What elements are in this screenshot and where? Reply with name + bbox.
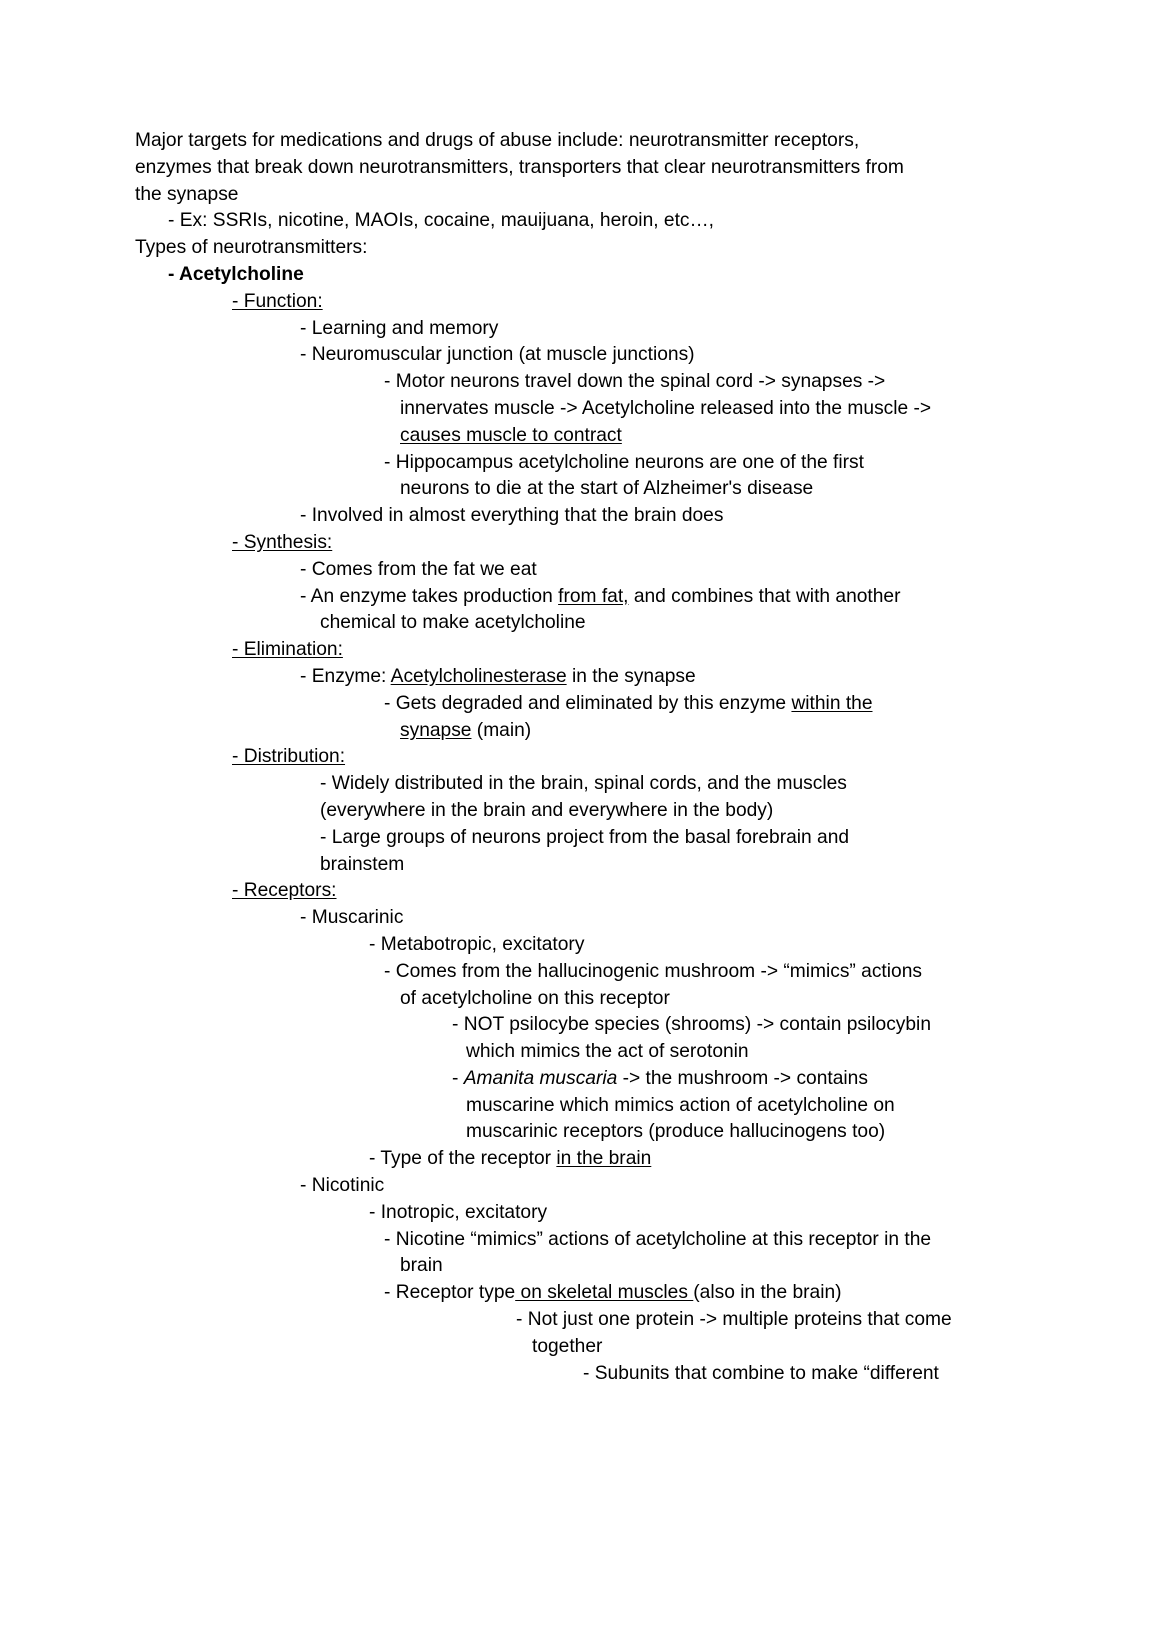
nic-type-part-b: (also in the brain) [693, 1282, 842, 1304]
function-header [232, 289, 1159, 316]
synthesis-header-label: - Synthesis: [232, 531, 333, 553]
intro-line-3: the synapse [135, 183, 239, 205]
list-item-nmj: - Neuromuscular junction (at muscle junctions) [300, 344, 695, 366]
elim-degraded-underlined: within the [791, 692, 873, 714]
document-body [0, 128, 1159, 1387]
enzyme-production-part-a: - An enzyme takes production [300, 585, 559, 607]
list-item-acetylcholine: - Acetylcholine [168, 263, 304, 285]
list-item-musc-comes-2: of acetylcholine on this receptor [400, 987, 670, 1009]
list-item-muscarinic: - Muscarinic [300, 907, 404, 929]
list-item-amanita-1 [452, 1066, 1159, 1093]
list-item-comes-from-fat: - Comes from the fat we eat [300, 558, 537, 580]
musc-type-underlined: in the brain [556, 1148, 652, 1170]
list-item-not-psilocybe-2: which mimics the act of serotonin [466, 1041, 749, 1063]
intro-line-1: Major targets for medications and drugs of abuse include: neurotransmitter receptors, [135, 130, 860, 151]
list-item-enzyme-production-2: chemical to make acetylcholine [320, 612, 586, 634]
amanita-rest: -> the mushroom -> contains [617, 1067, 868, 1089]
nic-type-part-a: - Receptor type [384, 1282, 516, 1304]
list-item-hippocampus-2: neurons to die at the start of Alzheimer's disease [400, 478, 814, 500]
list-item-nicotine-mimics-2: brain [400, 1255, 443, 1277]
elimination-header [232, 637, 1159, 664]
musc-type-part-a: - Type of the receptor [369, 1148, 557, 1170]
elimination-header-label: - Elimination: [232, 639, 343, 661]
list-item-widely-distributed-2: (everywhere in the brain and everywhere in the body) [320, 799, 774, 821]
list-item-nicotine-mimics-1: - Nicotine “mimics” actions of acetylcholine at this receptor in the [384, 1228, 932, 1250]
list-item-elim-synapse [400, 718, 1159, 745]
list-item-involved: - Involved in almost everything that the brain does [300, 505, 724, 527]
list-item-large-groups-1: - Large groups of neurons project from the basal forebrain and [320, 826, 850, 848]
elim-synapse-underlined: synapse [400, 719, 472, 741]
list-item-not-one-protein-2: together [532, 1335, 603, 1357]
distribution-header-label: - Distribution: [232, 746, 346, 768]
list-item-motor-3 [400, 423, 1159, 450]
list-item-elim-enzyme [300, 664, 1159, 691]
list-item-musc-type [369, 1146, 1159, 1173]
amanita-species-name: Amanita muscaria [463, 1067, 618, 1089]
list-item-subunits: - Subunits that combine to make “different [583, 1362, 939, 1384]
amanita-dash: - [452, 1067, 464, 1089]
list-item-elim-degraded [384, 691, 1159, 718]
list-item-amanita-2: muscarine which mimics action of acetylcholine on [466, 1094, 895, 1116]
elim-enzyme-underlined: Acetylcholinesterase [390, 665, 567, 687]
elim-enzyme-part-a: - Enzyme: [300, 665, 391, 687]
elim-enzyme-part-b: in the synapse [566, 665, 696, 687]
nic-type-underlined: on skeletal muscles [515, 1282, 694, 1304]
elim-synapse-part-b: (main) [471, 719, 532, 741]
list-item-amanita-3: muscarinic receptors (produce hallucinogens too) [466, 1121, 886, 1143]
list-item-inotropic: - Inotropic, excitatory [369, 1201, 548, 1223]
types-header: Types of neurotransmitters: [135, 237, 368, 259]
receptors-header-label: - Receptors: [232, 880, 337, 902]
distribution-header [232, 744, 1159, 771]
list-item-nic-receptor-type [384, 1280, 1159, 1307]
list-item-motor-2: innervates muscle -> Acetylcholine released into the muscle -> [400, 397, 932, 419]
list-item-hippocampus-1: - Hippocampus acetylcholine neurons are one of the first [384, 451, 864, 473]
intro-example: - Ex: SSRIs, nicotine, MAOIs, cocaine, mauijuana, heroin, etc…, [168, 210, 715, 232]
receptors-header [232, 878, 1159, 905]
intro-line-2: enzymes that break down neurotransmitters, transporters that clear neurotransmitters from [135, 156, 904, 178]
list-item-nicotinic: - Nicotinic [300, 1175, 385, 1197]
function-header-label: - Function: [232, 290, 323, 312]
list-item-widely-distributed-1: - Widely distributed in the brain, spinal cords, and the muscles [320, 773, 847, 795]
enzyme-production-underlined: from fat, [558, 585, 629, 607]
motor-3-underlined: causes muscle to contract [400, 424, 622, 446]
list-item-large-groups-2: brainstem [320, 853, 405, 875]
list-item-not-psilocybe-1: - NOT psilocybe species (shrooms) -> contain psilocybin [452, 1014, 931, 1036]
list-item-metabotropic: - Metabotropic, excitatory [369, 933, 585, 955]
synthesis-header [232, 530, 1159, 557]
list-item-motor-1: - Motor neurons travel down the spinal cord -> synapses -> [384, 371, 886, 393]
list-item-learning: - Learning and memory [300, 317, 499, 339]
elim-degraded-part-a: - Gets degraded and eliminated by this enzyme [384, 692, 792, 714]
list-item-enzyme-production [300, 584, 1159, 611]
list-item-not-one-protein-1: - Not just one protein -> multiple proteins that come [516, 1309, 952, 1331]
list-item-musc-comes-1: - Comes from the hallucinogenic mushroom -> “mimics” actions [384, 960, 922, 982]
enzyme-production-part-b: and combines that with another [628, 585, 901, 607]
